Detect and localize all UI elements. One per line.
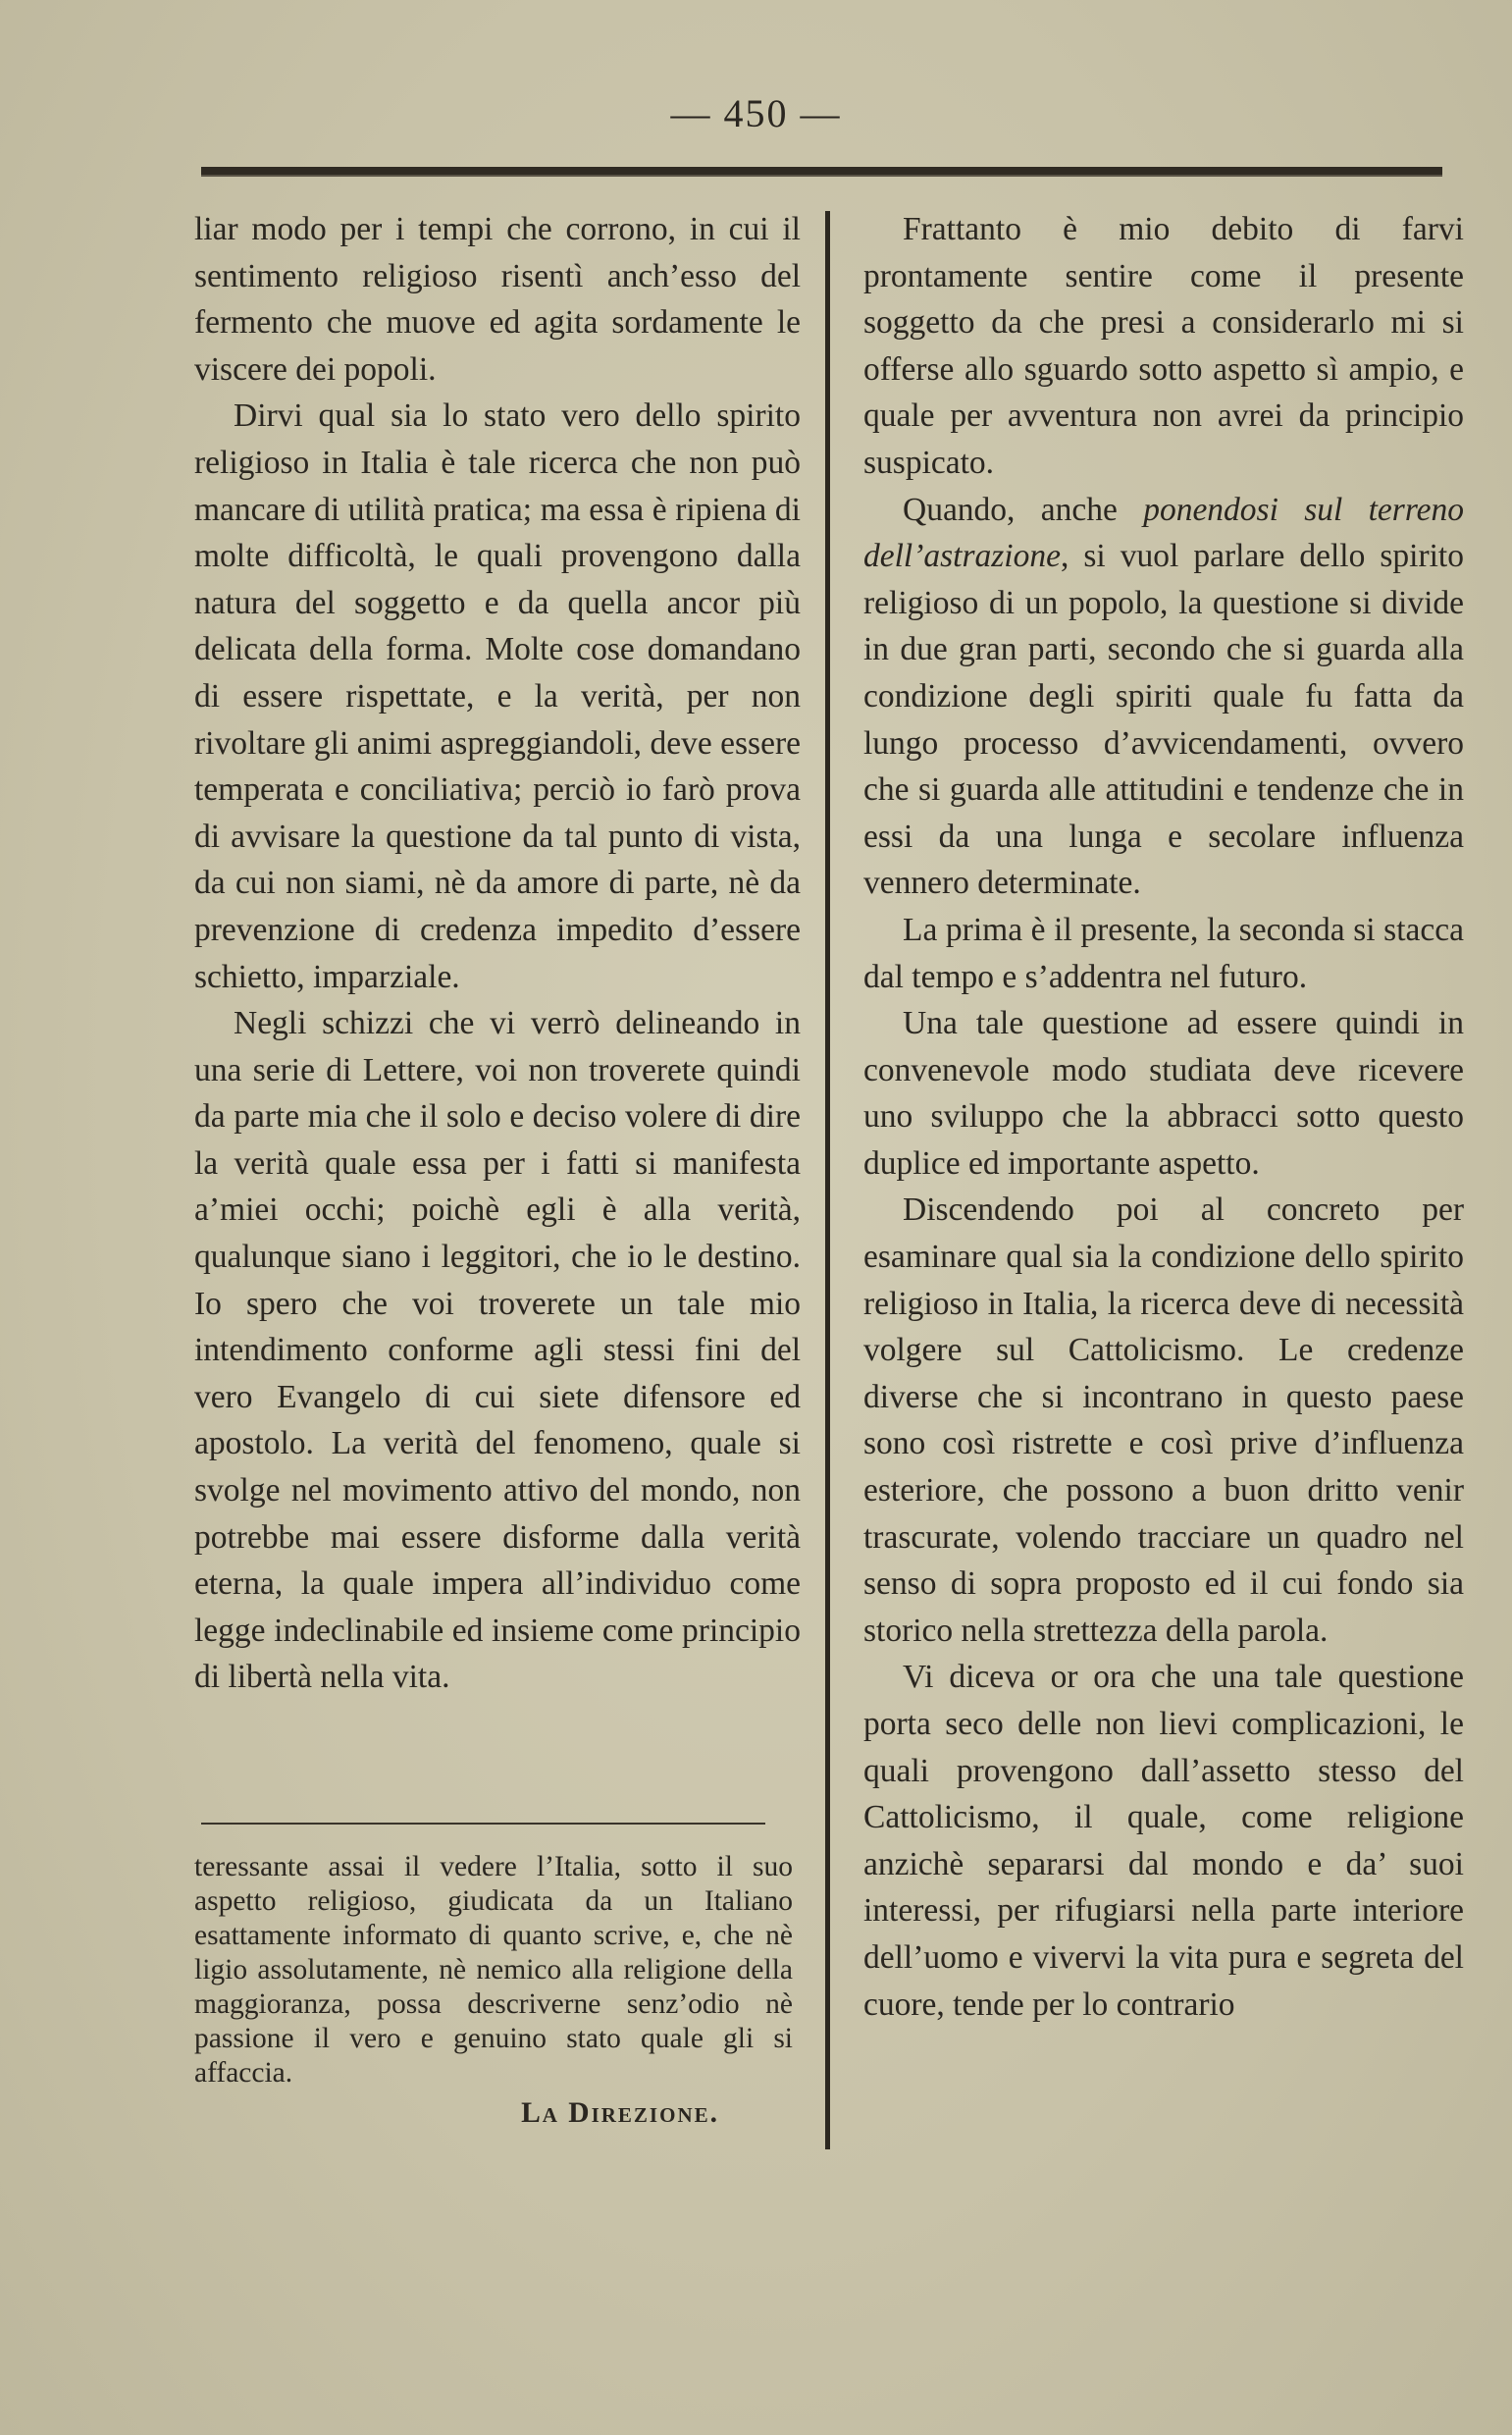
left-paragraph-2: Dirvi qual sia lo stato vero dello spirito religioso in Italia è tale ricerca che non può mancare di utilità pratica; ma essa è ripiena di molte difficoltà, le quali provengono dalla natura del soggetto e da quella ancor più delicata della forma. Molte cose domandano di essere rispettate, e la verità, per non rivoltare gli animi aspreggiandoli, deve essere temperata e conciliativa; perciò io farò prova di avvisare la questione da tal punto di vista, da cui non siami, nè da amore di parte, nè da prevenzione di credenza impedito d’essere schietto, imparziale. (194, 397, 801, 995)
right-paragraph-6: Vi diceva or ora che una tale questione porta seco delle non lievi complicazioni, le quali provengono dall’assetto stesso del Cattolicismo, il quale, come religione anzichè separarsi dal mondo e da’ suoi interessi, per rifugiarsi nella parte interiore dell’uomo e vivervi la vita pura e segreta del cuore, tende per lo contrario (863, 1659, 1464, 2023)
left-paragraph-3: Negli schizzi che vi verrò delineando in una serie di Lettere, voi non troverete quindi da parte mia che il solo e deciso volere di dire la verità quale essa per i fatti si manifesta a’miei occhi; poichè egli è alla verità, qualunque siano i leggitori, che io le destino. Io spero che voi troverete un tale mio intendimento conforme agli stessi fini del vero Evangelo di cui siete difensore ed apostolo. La verità del fenomeno, quale si svolge nel movimento attivo del mondo, non potrebbe mai essere disforme dalla verità eterna, la quale impera all’individuo come legge indeclinabile ed insieme come principio di libertà nella vita. (194, 1005, 801, 1696)
right-paragraph-2-italic: ponendosi sul terreno dell’astrazione (863, 491, 1465, 575)
right-paragraph-1: Frattanto è mio debito di farvi prontamente sentire come il presente soggetto da che presi a considerarlo mi si offerse allo sguardo sotto aspetto sì ampio, e quale per avventura non avrei da principio suspicato. (863, 211, 1464, 481)
right-paragraph-4: Una tale questione ad essere quindi in convenevole modo studiata deve ricevere uno sviluppo che la abbracci sotto questo duplice ed importante aspetto. (863, 1005, 1464, 1182)
footnote-signature: La Direzione. (521, 2097, 719, 2129)
footnote-rule (201, 1823, 765, 1825)
footnote (194, 1850, 793, 2131)
right-paragraph-2-end: , si vuol parlare dello spirito religioso di un popolo, la questione si divide in due gran parti, secondo che si guarda alla condizione degli spiriti quale fu fatta da lungo processo d’avvicendamenti, ovvero che si guarda alle attitudini e tendenze che in essi da una lunga e secolare influenza vennero determinate. (863, 538, 1464, 902)
left-column (194, 206, 801, 1701)
right-paragraph-5: Discendendo poi al concreto per esaminare qual sia la condizione dello spirito religioso in Italia, la ricerca deve di necessità volgere sul Cattolicismo. Le credenze diverse che si incontrano in questo paese sono così ristrette e così prive d’influenza esteriore, che possono a buon dritto venir trascurate, volendo tracciare un quadro nel senso di sopra proposto ed il cui fondo sia storico nella strettezza della parola. (863, 1191, 1464, 1649)
right-column (863, 206, 1464, 2028)
page-number: — 450 — (670, 91, 842, 135)
left-paragraph-1: liar modo per i tempi che corrono, in cui il sentimento religioso risentì anch’esso del fermento che muove ed agita sordamente le viscere dei popoli. (194, 211, 801, 388)
footnote-text: teressante assai il vedere l’Italia, sotto il suo aspetto religioso, giudicata da un Italiano esattamente informato di quanto scrive, e, che nè ligio assolutamente, nè nemico alla religione della maggioranza, possa descriverne senz’odio nè passione il vero e genuino stato quale gli si affaccia. (194, 1851, 793, 2089)
right-paragraph-2 (863, 487, 1464, 907)
column-divider (825, 211, 830, 2149)
right-paragraph-3: La prima è il presente, la seconda si stacca dal tempo e s’addentra nel futuro. (863, 911, 1464, 995)
right-paragraph-2-start: Quando, anche (903, 491, 1144, 528)
header-rule (201, 167, 1442, 177)
